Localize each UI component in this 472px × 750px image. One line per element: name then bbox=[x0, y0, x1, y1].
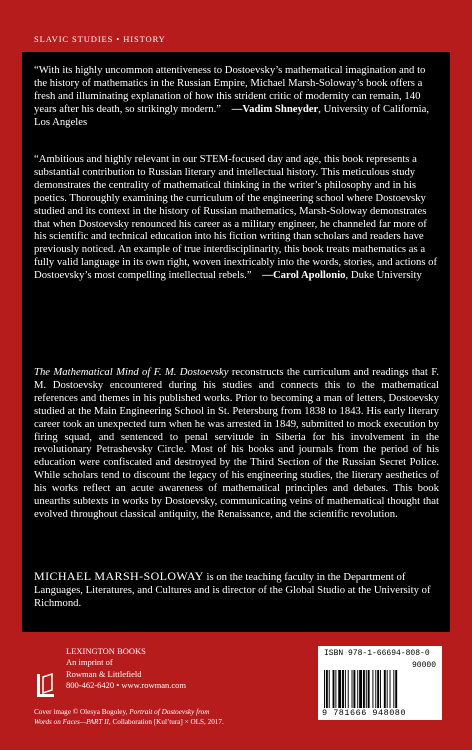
barcode bbox=[318, 646, 442, 720]
barcode-bar bbox=[359, 670, 362, 708]
credit-line-1-italic: Portrait of Dostoevsky from bbox=[129, 708, 210, 716]
barcode-bar bbox=[368, 670, 370, 708]
description-text: reconstructs the curriculum and readings that F. M. Dostoevsky encountered during his studies and connects this to the mathematical references and themes in his published works. Prior to becoming a man of letters, Dostoevsky studied at the Main Engineering School in St. Petersburg from 1838 to 1843. His early literary career took an unexpected turn when he was arrested in 1849, submitted to mock execution by firing squad, and sentenced to penal servitude in Siberia for his involvement in the revolutionary Petrashevsky Circle. Most of his books and journals from the period of his education were confiscated and destroyed by the Third Section of the Russian Secret Police. While scholars tend to discount the legacy of his engineering studies, the literary aesthetics of his works reflect an acute awareness of mathematical principles and debates. This book unearths subtexts in works by Dostoevsky, communicating veins of mathematical thought that evolved throughout classical antiquity, the Renaissance, and the scientific revolution. bbox=[34, 366, 439, 520]
publisher-info bbox=[66, 646, 186, 691]
barcode-bar bbox=[363, 670, 365, 708]
barcode-bar bbox=[357, 670, 358, 708]
text-panel bbox=[22, 52, 450, 632]
barcode-bar bbox=[366, 670, 367, 708]
barcode-bar bbox=[326, 670, 328, 708]
price-code: 90000 bbox=[411, 661, 436, 670]
barcode-bar bbox=[329, 670, 330, 708]
author-bio bbox=[34, 570, 439, 610]
barcode-bar bbox=[393, 670, 394, 708]
isbn-label: ISBN 978-1-66694-808-0 bbox=[324, 649, 430, 658]
barcode-bar bbox=[333, 670, 335, 708]
barcode-bar bbox=[372, 670, 373, 708]
publisher-parent: Rowman & Littlefield bbox=[66, 668, 142, 679]
ean-number: 9 781666 948080 bbox=[322, 708, 407, 718]
cover-credit bbox=[34, 708, 334, 727]
barcode-bars-icon bbox=[324, 670, 436, 708]
barcode-bar bbox=[345, 670, 346, 708]
publisher-imprint-line: An imprint of bbox=[66, 657, 113, 668]
barcode-bar bbox=[338, 670, 341, 708]
barcode-bar bbox=[342, 670, 344, 708]
quote-1-author: Vadim Shneyder bbox=[242, 102, 319, 115]
barcode-bar bbox=[348, 670, 349, 708]
publisher-contact: 800-462-6420 • www.rowman.com bbox=[66, 679, 186, 690]
bio-text: is on the teaching faculty in the Department of Languages, Literatures, and Cultures and is director of the Global Studio at the University of Richmond. bbox=[34, 571, 431, 609]
barcode-bar bbox=[387, 670, 388, 708]
barcode-bar bbox=[353, 670, 355, 708]
quote-1-dash: — bbox=[231, 102, 243, 115]
barcode-bar bbox=[352, 670, 353, 708]
barcode-bar bbox=[390, 670, 391, 708]
quote-2-dash: — bbox=[262, 269, 273, 282]
barcode-bar bbox=[380, 670, 381, 708]
credit-line-2: , Collaboration [Kul’tura] × OLS, 2017. bbox=[108, 717, 224, 726]
quote-1-text: “With its highly uncommon attentiveness to Dostoevsky’s mathematical imagination and to the history of mathematics in the Russian Empire, Michael Marsh-Soloway’s book offers a fresh and illuminating explanation of how this strident critic of modernity can remain, 140 years after his death, so strikingly modern.” bbox=[34, 64, 426, 115]
barcode-bar bbox=[395, 670, 397, 708]
barcode-bar bbox=[377, 670, 379, 708]
quote-2-author: Carol Apollonio bbox=[272, 269, 346, 282]
credit-line-2-italic: Words on Faces—PART II bbox=[34, 717, 109, 726]
quote-2-text: “Ambitious and highly relevant in our STEM-focused day and age, this book represents a substantial contribution to Russian literary and intellectual history. This meticulous study demonstrates the centrality of mathematical thinking in the writer’s philosophy and in his poetics. Thoroughly examining the curriculum of the engineering school where Dostoevsky studied and its context in the history of Russian mathematics, Marsh-Soloway demonstrates that when Dostoevsky renounced his career as a military engineer, he channeled far more of his scientific and technical education into his fiction writing than scholars and readers have previously noticed. An example of true interdisciplinarity, this book treats mathematics as a fully valid language in its own right, woven inextricably into the words, stories, and actions of Dostoevsky’s most compelling intellectual rebels.” bbox=[34, 153, 438, 282]
barcode-bar bbox=[324, 670, 325, 708]
author-name: MICHAEL MARSH-SOLOWAY bbox=[34, 569, 204, 583]
barcode-bar bbox=[384, 670, 386, 708]
endorsement-quote-2 bbox=[34, 153, 439, 282]
book-description bbox=[34, 366, 439, 521]
quote-2-affiliation: , Duke University bbox=[345, 269, 422, 282]
credit-line-1: Cover image © Olesya Bogoley, bbox=[34, 708, 130, 716]
book-title: The Mathematical Mind of F. M. Dostoevsky bbox=[34, 366, 229, 378]
publisher-name: LEXINGTON BOOKS bbox=[66, 646, 146, 656]
quote-1-affiliation: , University of California, Los Angeles bbox=[34, 102, 429, 128]
category-label: SLAVIC STUDIES • HISTORY bbox=[34, 34, 166, 44]
barcode-bar bbox=[375, 670, 376, 708]
lexington-logo-icon bbox=[34, 672, 58, 700]
endorsement-quote-1 bbox=[34, 64, 439, 129]
barcode-bar bbox=[335, 670, 336, 708]
